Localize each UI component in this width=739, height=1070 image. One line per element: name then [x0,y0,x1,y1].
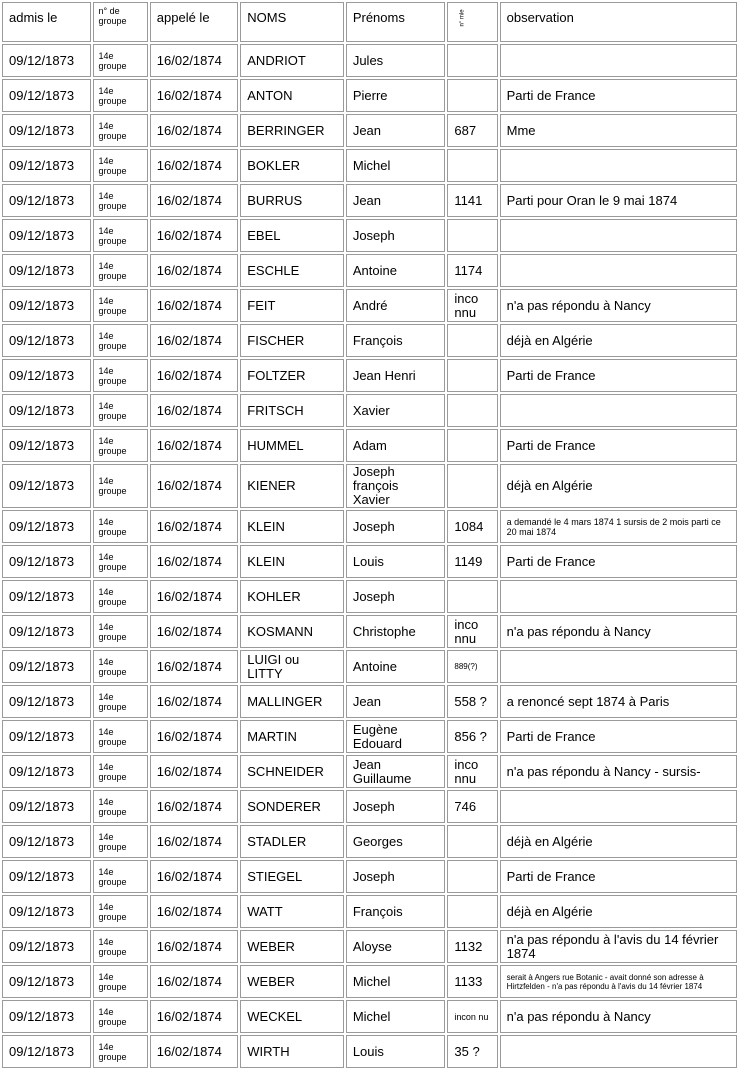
cell-prenom: Antoine [346,650,446,683]
cell-prenom: Pierre [346,79,446,112]
cell-matricule: 1141 [447,184,497,217]
cell-matricule [447,429,497,462]
table-row [2,114,737,147]
cell-appele: 16/02/1874 [150,545,238,578]
cell-groupe: 14e groupe [93,359,147,392]
cell-nom: WECKEL [240,1000,344,1033]
cell-observation [500,580,737,613]
cell-matricule [447,359,497,392]
header-observation: observation [500,2,737,42]
cell-nom: SONDERER [240,790,344,823]
cell-nom: ESCHLE [240,254,344,287]
cell-groupe: 14e groupe [93,1000,147,1033]
cell-observation: n'a pas répondu à Nancy [500,289,737,322]
cell-observation: déjà en Algérie [500,464,737,508]
cell-nom: KIENER [240,464,344,508]
cell-appele: 16/02/1874 [150,790,238,823]
header-matricule-text: n° mle [459,9,466,27]
cell-prenom: Louis [346,545,446,578]
table-row [2,755,737,788]
cell-observation: Parti de France [500,860,737,893]
cell-appele: 16/02/1874 [150,394,238,427]
cell-matricule [447,580,497,613]
cell-admis: 09/12/1873 [2,860,91,893]
table-row [2,685,737,718]
cell-admis: 09/12/1873 [2,545,91,578]
cell-appele: 16/02/1874 [150,685,238,718]
cell-admis: 09/12/1873 [2,44,91,77]
table-row [2,510,737,543]
cell-observation [500,650,737,683]
cell-prenom: Michel [346,965,446,998]
cell-appele: 16/02/1874 [150,79,238,112]
cell-appele: 16/02/1874 [150,755,238,788]
cell-nom: KLEIN [240,545,344,578]
cell-nom: FRITSCH [240,394,344,427]
cell-admis: 09/12/1873 [2,1000,91,1033]
cell-nom: SCHNEIDER [240,755,344,788]
cell-observation [500,219,737,252]
cell-admis: 09/12/1873 [2,219,91,252]
table-row [2,790,737,823]
cell-appele: 16/02/1874 [150,324,238,357]
cell-admis: 09/12/1873 [2,324,91,357]
table-row [2,545,737,578]
cell-admis: 09/12/1873 [2,965,91,998]
table-row [2,720,737,753]
cell-nom: FISCHER [240,324,344,357]
cell-appele: 16/02/1874 [150,149,238,182]
cell-admis: 09/12/1873 [2,825,91,858]
cell-admis: 09/12/1873 [2,149,91,182]
cell-admis: 09/12/1873 [2,464,91,508]
header-groupe: n° de groupe [93,2,147,42]
cell-nom: MARTIN [240,720,344,753]
cell-prenom: Joseph françois Xavier [346,464,446,508]
cell-observation [500,149,737,182]
cell-matricule: inco nnu [447,755,497,788]
cell-matricule: 1133 [447,965,497,998]
cell-groupe: 14e groupe [93,254,147,287]
cell-observation [500,790,737,823]
cell-appele: 16/02/1874 [150,860,238,893]
cell-observation [500,254,737,287]
cell-appele: 16/02/1874 [150,510,238,543]
cell-appele: 16/02/1874 [150,464,238,508]
cell-prenom: Joseph [346,219,446,252]
cell-matricule: 856 ? [447,720,497,753]
cell-observation [500,44,737,77]
cell-groupe: 14e groupe [93,429,147,462]
table-row [2,895,737,928]
cell-prenom: Adam [346,429,446,462]
cell-groupe: 14e groupe [93,965,147,998]
cell-nom: HUMMEL [240,429,344,462]
cell-observation: déjà en Algérie [500,895,737,928]
cell-prenom: François [346,324,446,357]
cell-appele: 16/02/1874 [150,184,238,217]
cell-prenom: Aloyse [346,930,446,963]
cell-groupe: 14e groupe [93,289,147,322]
cell-groupe: 14e groupe [93,114,147,147]
table-row [2,464,737,508]
cell-prenom: Jean Henri [346,359,446,392]
cell-groupe: 14e groupe [93,149,147,182]
table-row [2,359,737,392]
table-row [2,825,737,858]
cell-admis: 09/12/1873 [2,359,91,392]
cell-observation: serait à Angers rue Botanic - avait donné son adresse à Hirtzfelden - n'a pas répondu à l'avis du 14 février 1874 [500,965,737,998]
cell-admis: 09/12/1873 [2,394,91,427]
cell-nom: WEBER [240,930,344,963]
cell-observation: Parti de France [500,720,737,753]
table-row [2,650,737,683]
cell-admis: 09/12/1873 [2,895,91,928]
cell-appele: 16/02/1874 [150,720,238,753]
header-matricule [447,2,497,42]
table-row [2,860,737,893]
cell-nom: WATT [240,895,344,928]
cell-observation: déjà en Algérie [500,324,737,357]
cell-matricule: 558 ? [447,685,497,718]
cell-observation: n'a pas répondu à Nancy [500,1000,737,1033]
table-row [2,254,737,287]
cell-admis: 09/12/1873 [2,720,91,753]
cell-groupe: 14e groupe [93,825,147,858]
cell-prenom: Louis [346,1035,446,1068]
cell-prenom: Christophe [346,615,446,648]
cell-observation: a renoncé sept 1874 à Paris [500,685,737,718]
cell-matricule: 1084 [447,510,497,543]
cell-appele: 16/02/1874 [150,1035,238,1068]
cell-admis: 09/12/1873 [2,429,91,462]
cell-nom: KOHLER [240,580,344,613]
cell-prenom: Jean [346,114,446,147]
table-row [2,289,737,322]
cell-appele: 16/02/1874 [150,930,238,963]
cell-matricule [447,825,497,858]
table-row [2,580,737,613]
cell-groupe: 14e groupe [93,464,147,508]
table-row [2,324,737,357]
cell-prenom: Michel [346,1000,446,1033]
cell-groupe: 14e groupe [93,790,147,823]
cell-nom: WEBER [240,965,344,998]
table-row [2,429,737,462]
header-admis: admis le [2,2,91,42]
cell-prenom: Jean [346,184,446,217]
cell-prenom: Jean [346,685,446,718]
table-row [2,1000,737,1033]
table-row [2,965,737,998]
cell-groupe: 14e groupe [93,685,147,718]
cell-appele: 16/02/1874 [150,580,238,613]
cell-observation: Parti de France [500,79,737,112]
cell-appele: 16/02/1874 [150,219,238,252]
cell-matricule [447,895,497,928]
cell-nom: ANDRIOT [240,44,344,77]
cell-appele: 16/02/1874 [150,254,238,287]
cell-observation: Parti de France [500,429,737,462]
table-row [2,219,737,252]
cell-matricule [447,219,497,252]
cell-groupe: 14e groupe [93,860,147,893]
cell-matricule: 687 [447,114,497,147]
cell-nom: FOLTZER [240,359,344,392]
cell-observation [500,1035,737,1068]
cell-matricule: 746 [447,790,497,823]
cell-prenom: Jules [346,44,446,77]
cell-appele: 16/02/1874 [150,114,238,147]
cell-nom: KOSMANN [240,615,344,648]
cell-admis: 09/12/1873 [2,79,91,112]
cell-nom: BURRUS [240,184,344,217]
cell-matricule: 1149 [447,545,497,578]
cell-nom: STIEGEL [240,860,344,893]
cell-nom: BERRINGER [240,114,344,147]
cell-prenom: Joseph [346,510,446,543]
cell-matricule [447,79,497,112]
cell-observation: a demandé le 4 mars 1874 1 sursis de 2 mois parti ce 20 mai 1874 [500,510,737,543]
cell-appele: 16/02/1874 [150,289,238,322]
cell-groupe: 14e groupe [93,44,147,77]
table-row [2,149,737,182]
cell-observation: déjà en Algérie [500,825,737,858]
cell-matricule: 889(?) [447,650,497,683]
cell-groupe: 14e groupe [93,324,147,357]
cell-prenom: André [346,289,446,322]
cell-observation: n'a pas répondu à l'avis du 14 février 1874 [500,930,737,963]
cell-groupe: 14e groupe [93,895,147,928]
cell-appele: 16/02/1874 [150,615,238,648]
cell-appele: 16/02/1874 [150,825,238,858]
cell-matricule [447,860,497,893]
cell-observation: Parti pour Oran le 9 mai 1874 [500,184,737,217]
table-row [2,1035,737,1068]
cell-appele: 16/02/1874 [150,429,238,462]
cell-admis: 09/12/1873 [2,114,91,147]
cell-admis: 09/12/1873 [2,254,91,287]
cell-admis: 09/12/1873 [2,650,91,683]
cell-prenom: Joseph [346,790,446,823]
cell-nom: KLEIN [240,510,344,543]
cell-groupe: 14e groupe [93,545,147,578]
cell-admis: 09/12/1873 [2,685,91,718]
cell-observation: Mme [500,114,737,147]
cell-groupe: 14e groupe [93,510,147,543]
cell-observation: n'a pas répondu à Nancy [500,615,737,648]
table-row [2,79,737,112]
table-row [2,930,737,963]
cell-admis: 09/12/1873 [2,755,91,788]
cell-prenom: Joseph [346,580,446,613]
cell-appele: 16/02/1874 [150,359,238,392]
cell-groupe: 14e groupe [93,219,147,252]
cell-admis: 09/12/1873 [2,1035,91,1068]
cell-nom: ANTON [240,79,344,112]
header-noms: NOMS [240,2,344,42]
cell-admis: 09/12/1873 [2,580,91,613]
cell-appele: 16/02/1874 [150,895,238,928]
cell-admis: 09/12/1873 [2,510,91,543]
cell-prenom: Michel [346,149,446,182]
header-prenoms: Prénoms [346,2,446,42]
cell-groupe: 14e groupe [93,615,147,648]
table-row [2,184,737,217]
cell-observation: n'a pas répondu à Nancy - sursis- [500,755,737,788]
cell-observation: Parti de France [500,359,737,392]
cell-appele: 16/02/1874 [150,965,238,998]
cell-appele: 16/02/1874 [150,650,238,683]
cell-prenom: Eugène Edouard [346,720,446,753]
cell-admis: 09/12/1873 [2,289,91,322]
cell-groupe: 14e groupe [93,720,147,753]
cell-appele: 16/02/1874 [150,1000,238,1033]
table-row [2,615,737,648]
cell-groupe: 14e groupe [93,580,147,613]
cell-matricule: inco nnu [447,615,497,648]
cell-observation: Parti de France [500,545,737,578]
cell-admis: 09/12/1873 [2,930,91,963]
cell-matricule: 35 ? [447,1035,497,1068]
table-row [2,44,737,77]
table-row [2,394,737,427]
cell-nom: EBEL [240,219,344,252]
cell-prenom: Joseph [346,860,446,893]
cell-prenom: François [346,895,446,928]
cell-admis: 09/12/1873 [2,615,91,648]
cell-nom: WIRTH [240,1035,344,1068]
cell-prenom: Xavier [346,394,446,427]
header-row [2,2,737,42]
cell-nom: STADLER [240,825,344,858]
cell-matricule [447,324,497,357]
cell-admis: 09/12/1873 [2,184,91,217]
cell-groupe: 14e groupe [93,650,147,683]
cell-groupe: 14e groupe [93,755,147,788]
cell-matricule [447,149,497,182]
cell-nom: MALLINGER [240,685,344,718]
cell-prenom: Georges [346,825,446,858]
cell-groupe: 14e groupe [93,1035,147,1068]
cell-appele: 16/02/1874 [150,44,238,77]
cell-nom: BOKLER [240,149,344,182]
cell-matricule [447,44,497,77]
cell-matricule [447,394,497,427]
cell-matricule [447,464,497,508]
cell-groupe: 14e groupe [93,79,147,112]
cell-matricule: 1174 [447,254,497,287]
cell-prenom: Jean Guillaume [346,755,446,788]
cell-prenom: Antoine [346,254,446,287]
cell-groupe: 14e groupe [93,930,147,963]
cell-matricule: incon nu [447,1000,497,1033]
cell-matricule: 1132 [447,930,497,963]
cell-matricule: inco nnu [447,289,497,322]
cell-observation [500,394,737,427]
cell-groupe: 14e groupe [93,184,147,217]
cell-groupe: 14e groupe [93,394,147,427]
cell-admis: 09/12/1873 [2,790,91,823]
header-appele: appelé le [150,2,238,42]
cell-nom: LUIGI ou LITTY [240,650,344,683]
cell-nom: FEIT [240,289,344,322]
